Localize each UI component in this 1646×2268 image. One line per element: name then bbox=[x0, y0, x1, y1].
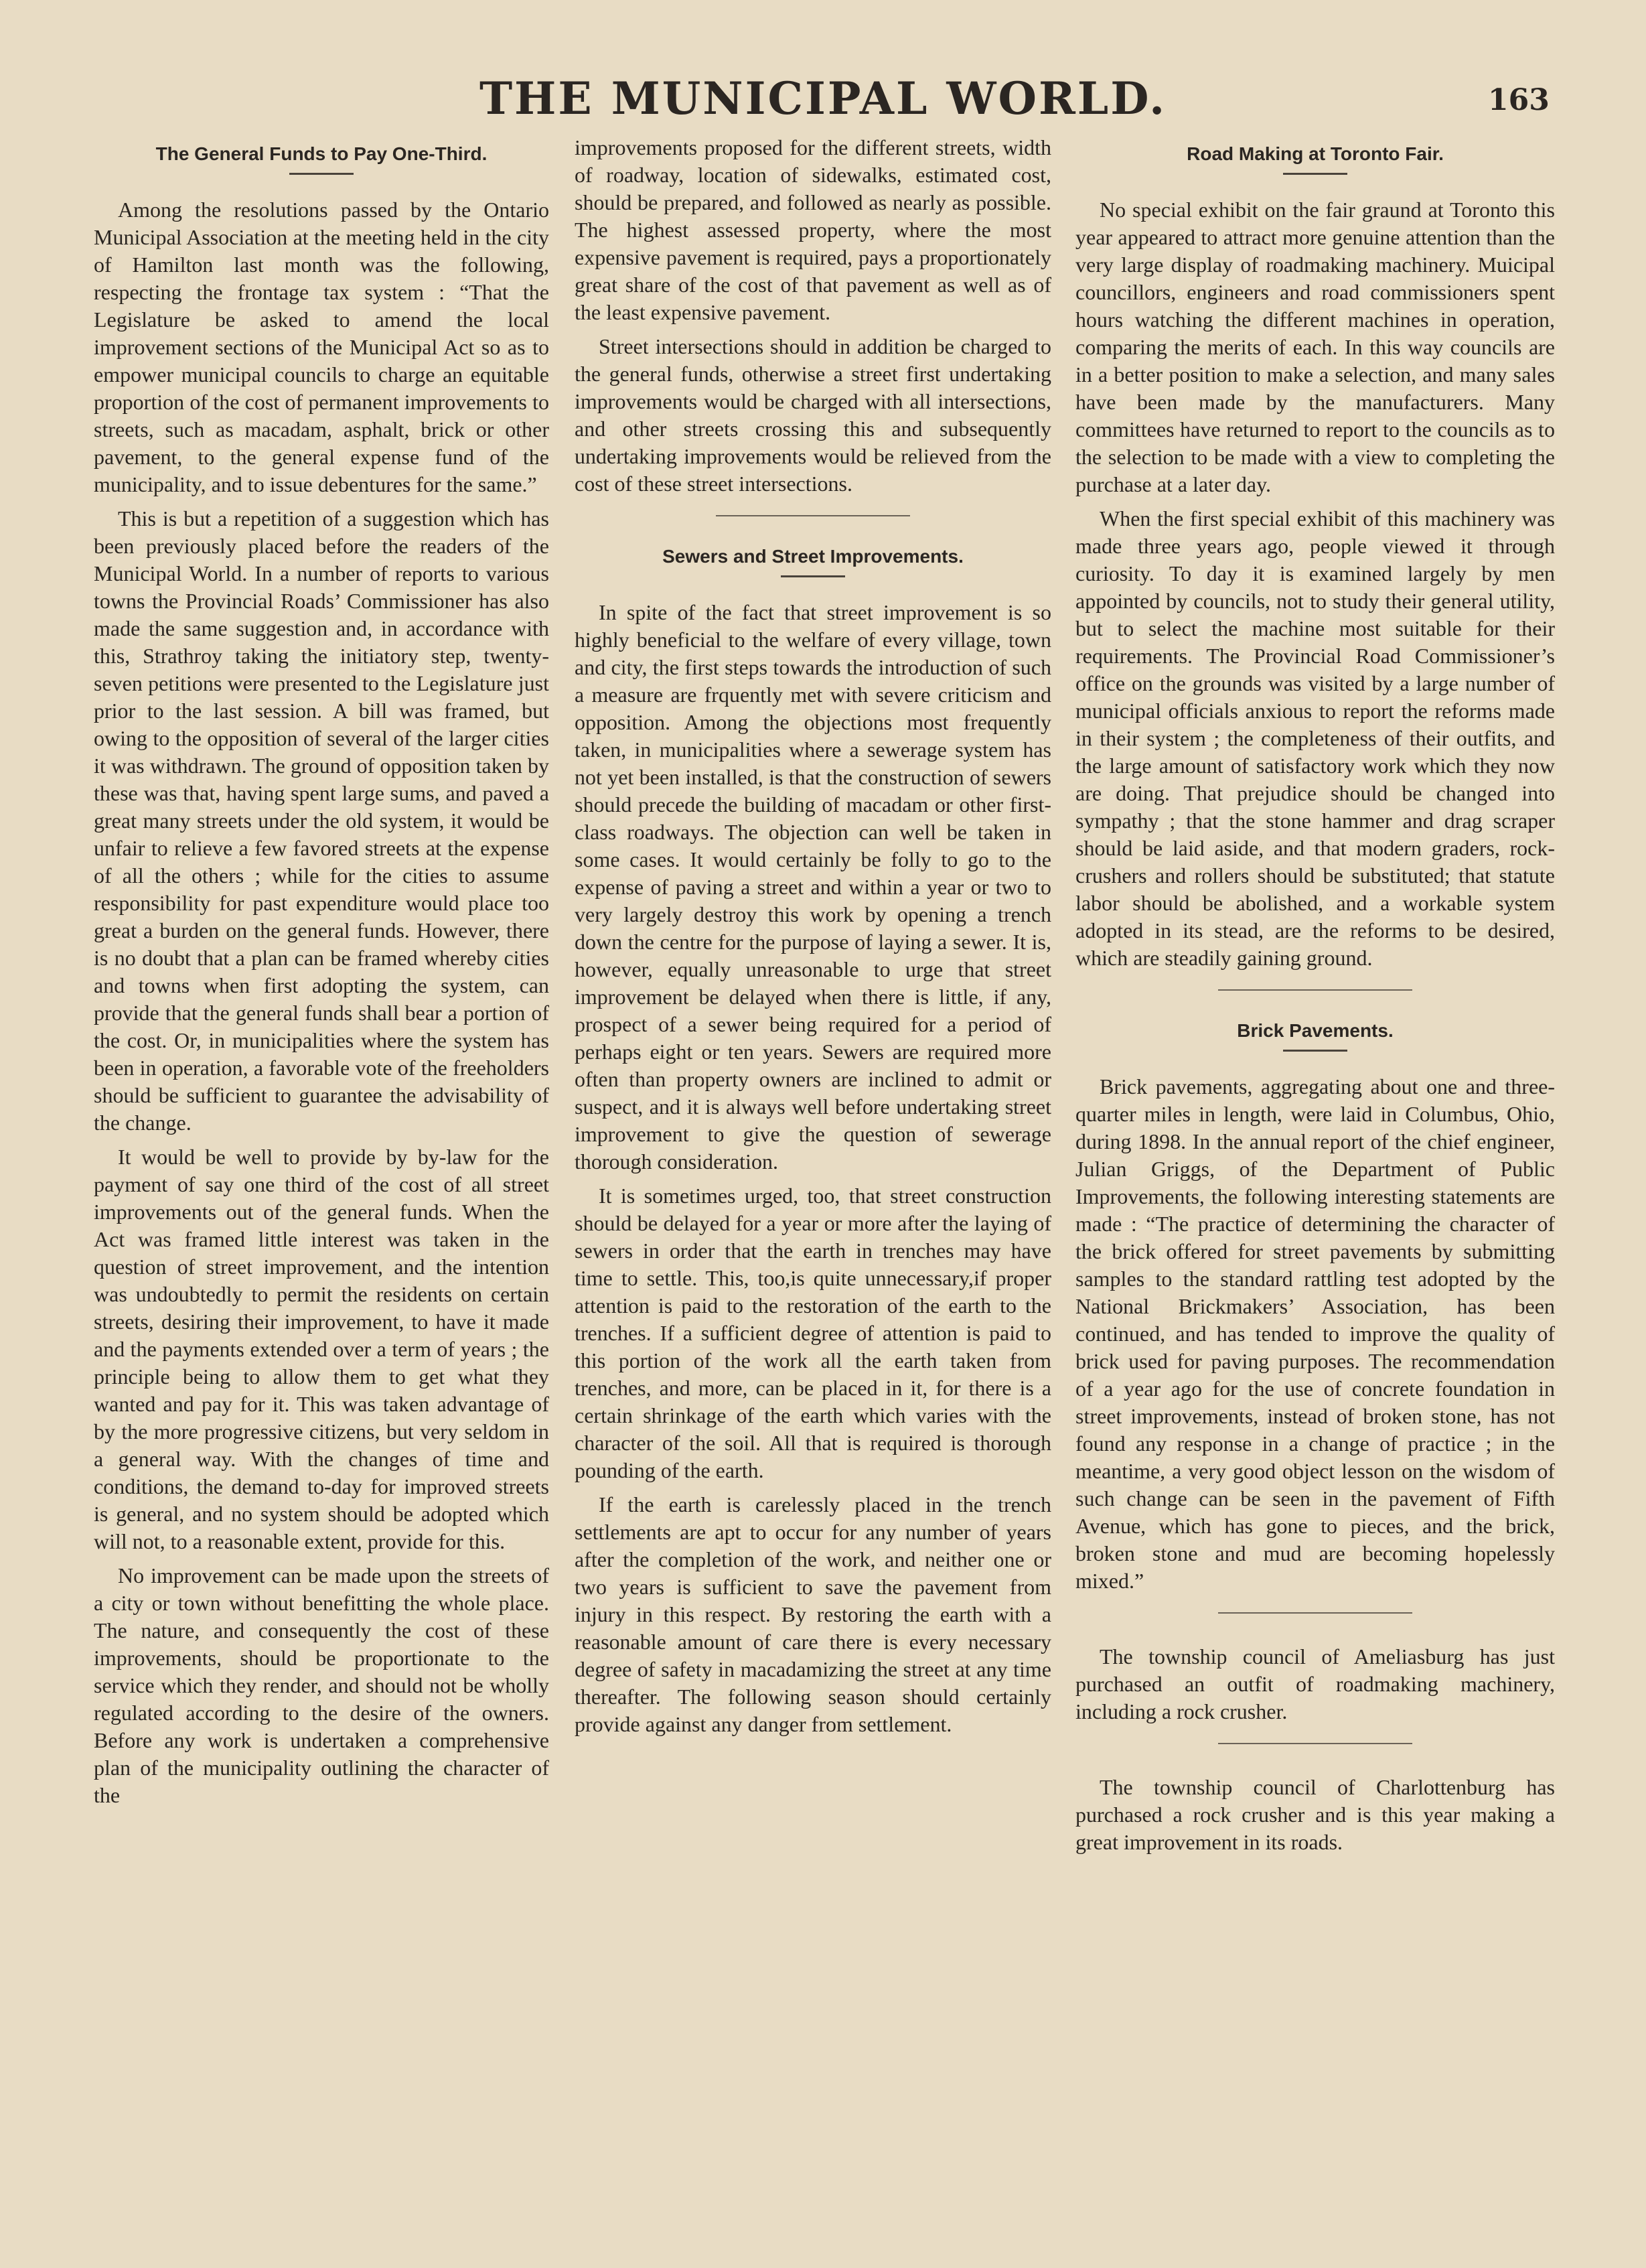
paragraph: It would be well to provide by by-law for the payment of say one third of the cost of all street improvements out of the general funds. When the Act was framed little interest was taken in the question of street improvement, and the intention was undoubtedly to permit the residents on certain streets, desiring their improvement, to have it made and the payments extended over a term of years ; the principle being to allow them to get what they wanted and pay for it. This was taken advantage of by the more progressive citizens, but very seldom in a general way. With the changes of time and conditions, the demand to-day for improved streets is general, and no system should be adopted which will not, to a reasonable extent, provide for this. bbox=[94, 1145, 549, 1553]
paragraph: Among the resolutions passed by the Ontario Municipal Association at the meeting held in the city of Hamilton last month was the following, respecting the frontage tax system : “That the Legislature be asked to amend the local improvement sections of the Municipal Act so as to empower municipal councils to charge an equitable proportion of the cost of permanent improvements to streets, such as macadam, asphalt, brick or other pavement, to the general expense fund of the municipality, and to issue debentures for the same.” bbox=[94, 198, 549, 496]
news-note-ameliasburg: The township council of Ameliasburg has just purchased an outfit of roadmaking machinery, including a rock crusher. bbox=[1075, 1644, 1555, 1723]
paragraph: If the earth is carelessly placed in the trench settlements are apt to occur for any number of years after the completion of the work, and neither one or two years is sufficient to save the pavement from injury in this respect. By restoring the earth with a reasonable amount of care there is every necessary degree of safety in macadamizing the street at any time thereafter. The following season should certainly provide against any danger from settlement. bbox=[575, 1492, 1051, 1736]
heading-rule bbox=[289, 173, 354, 175]
paragraph: No improvement can be made upon the streets of a city or town without benefitting the whole place. The nature, and consequently the cost of these improvements, should be proportionate to the service which they render, and should not be wholly regulated according to the desire of the owners. Before any work is undertaken a comprehensive plan of the municipality outlining the character of the bbox=[94, 1563, 549, 1807]
paragraph: Street intersections should in addition be charged to the general funds, otherwise a street first undertaking improvements would be charged with all intersections, and other streets crossing this and subsequently undertaking improvements would be relieved from the cost of these street intersections. bbox=[575, 334, 1051, 496]
column-2 bbox=[575, 134, 1051, 1745]
page-number: 163 bbox=[1488, 83, 1550, 117]
paragraph: Brick pavements, aggregating about one and three-quarter miles in length, were laid in Columbus, Ohio, during 1898. In the annual report of the chief engineer, Julian Griggs, of the Department of Public Improvements, the following interesting statements are made : “The practice of determining the character of the brick offered for street pavements by submitting samples to the standard rattling test adopted by the National Brickmakers’ Association, has been continued, and has tended to improve the quality of brick used for paving purposes. The recommendation of a year ago for the use of concrete foundation in street improvements, instead of broken stone, has not found any response in a change of practice ; in the meantime, a very good object lesson on the wisdom of such change can be seen in the pavement of Fifth Avenue, which has gone to pieces, and the brick, broken stone and mud are becoming hopelessly mixed.” bbox=[1075, 1074, 1555, 1593]
paragraph: No special exhibit on the fair graund at Toronto this year appeared to attract more genuine attention than the very large display of roadmaking machinery. Muicipal councillors, engineers and road commissioners spent hours watching the different machines in operation, comparing the merits of each. In this way councils are in a better position to make a selection, and many sales have been made by the manufacturers. Many committees have returned to report to the councils as to the selection to be made with a view to completing the purchase at a later day. bbox=[1075, 198, 1555, 496]
paragraph: In spite of the fact that street improvement is so highly beneficial to the welfare of every village, town and city, the first steps towards the introduction of such a measure are frquently met with severe criticism and opposition. Among the objections most frequently taken, in municipalities where a sewerage system has not yet been installed, is that the construction of sewers should precede the building of macadam or other first-class roadways. The objection can well be taken in some cases. It would certainly be folly to go to the expense of paving a street and within a year or two to very largely destroy this work by opening a trench down the centre for the purpose of laying a sewer. It is, however, equally unreasonable to urge that street improvement be delayed when there is little, if any, prospect of a sewer being required for a period of perhaps eight or ten years. Sewers are required more often than property owners are inclined to admit or suspect, and it is always well before undertaking street improvement to give the question of sewerage thorough consideration. bbox=[575, 600, 1051, 1174]
article-heading-sewers: Sewers and Street Improvements. bbox=[662, 546, 964, 567]
paragraph: This is but a repetition of a suggestion which has been previously placed before the readers of the Municipal World. In a number of reports to various towns the Provincial Roads’ Commissioner has also made the same suggestion and, in accordance with this, Strathroy taking the initiatory step, twenty-seven petitions were presented to the Legislature just prior to the last session. A bill was framed, but owing to the opposition of several of the larger cities it was withdrawn. The ground of opposition taken by these was that, having spent large sums, and paved a great many streets under the old system, it would be unfair to relieve a few favored streets at the expense of all the others ; while for the cities to assume responsibility for past expenditure would place too great a burden on the general funds. However, there is no doubt that a plan can be framed whereby cities and towns when first adopting the system, can provide that the general funds shall bear a portion of the cost. Or, in municipalities where the system has been in operation, a favorable vote of the freeholders should be sufficient to guarantee the advisability of the change. bbox=[94, 506, 549, 1135]
masthead-title: THE MUNICIPAL WORLD. bbox=[479, 72, 1167, 125]
section-divider bbox=[1218, 1743, 1412, 1744]
section-divider bbox=[716, 515, 910, 516]
section-divider bbox=[1218, 1612, 1412, 1614]
heading-rule bbox=[781, 575, 845, 577]
column-3 bbox=[1075, 134, 1555, 1863]
paragraph: When the first special exhibit of this machinery was made three years ago, people viewed it through curiosity. To day it is examined largely by men appointed by councils, not to study their general utility, but to select the machine most suitable for their requirements. The Provincial Road Commissioner’s office on the grounds was visited by a large number of municipal officials anxious to report the reforms made in their system ; the completeness of their outfits, and the large amount of satisfactory work which they now are doing. That prejudice should be changed into sympathy ; that the stone hammer and drag scraper should be laid aside, and that modern graders, rock-crushers and rollers should be substituted; that statute labor should be abolished, and a workable system adopted in its stead, are the reforms to be desired, which are steadily gaining ground. bbox=[1075, 506, 1555, 970]
section-divider bbox=[1218, 989, 1412, 991]
column-1 bbox=[94, 134, 549, 1816]
paragraph: It is sometimes urged, too, that street construction should be delayed for a year or more after the laying of sewers in order that the earth in trenches may have time to settle. This, too,is quite unnecessary,if proper attention is paid to the restoration of the earth to the trenches. If a sufficient degree of attention is paid to this portion of the work all the earth taken from trenches, and more, can be placed in it, for there is a certain shrinkage of the earth which varies with the character of the soil. All that is required is thorough pounding of the earth. bbox=[575, 1184, 1051, 1482]
news-note-charlottenburg: The township council of Charlottenburg has purchased a rock crusher and is this year making a great improvement in its roads. bbox=[1075, 1775, 1555, 1854]
article-heading-road-making: Road Making at Toronto Fair. bbox=[1187, 143, 1444, 164]
article-heading-brick-pavements: Brick Pavements. bbox=[1237, 1020, 1394, 1041]
article-heading-general-funds: The General Funds to Pay One-Third. bbox=[155, 143, 488, 164]
paragraph: improvements proposed for the different streets, width of roadway, location of sidewalks, estimated cost, should be prepared, and followed as nearly as possible. The highest assessed property, where the most expensive pavement is required, pays a proportionately great share of the cost of that pavement as well as of the least expensive pavement. bbox=[575, 135, 1051, 324]
heading-rule bbox=[1283, 1050, 1347, 1052]
heading-rule bbox=[1283, 173, 1347, 175]
